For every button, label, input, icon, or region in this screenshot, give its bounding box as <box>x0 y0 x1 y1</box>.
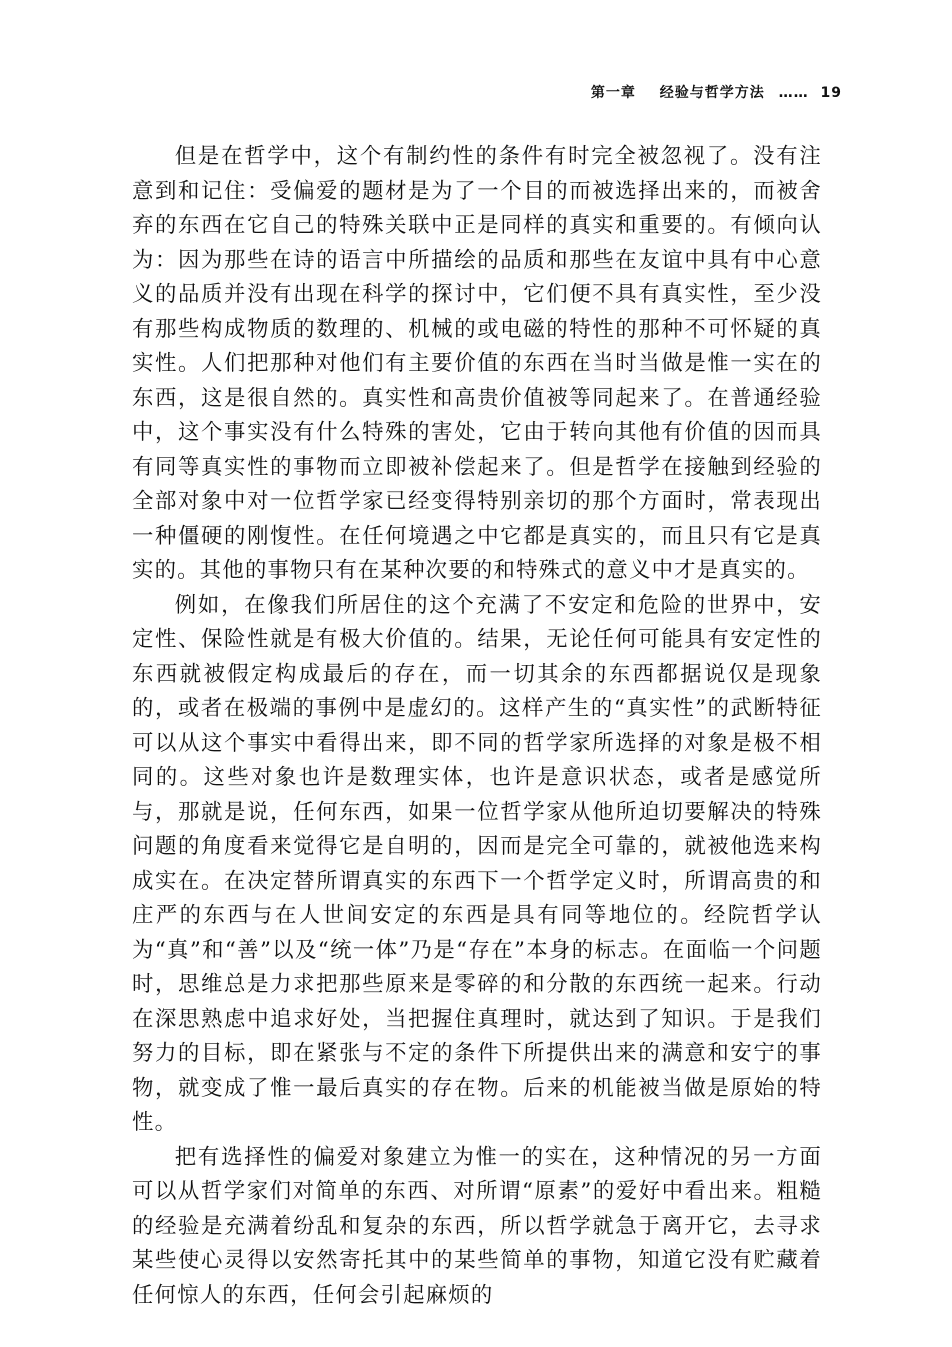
chapter-label: 第一章 <box>590 85 636 101</box>
paragraph: 例如，在像我们所居住的这个充满了不安定和危险的世界中，安定性、保险性就是有极大价值的。结果，无论任何可能具有安定性的东西就被假定构成最后的存在，而一切其余的东西都据说仅是现象的，或者在极端的事例中是虚幻的。这样产生的“真实性”的武断特征可以从这个事实中看得出来，即不同的哲学家所选择的对象是极不相同的。这些对象也许是数理实体，也许是意识状态，或者是感觉所与，那就是说，任何东西，如果一位哲学家从他所迫切要解决的特殊问题的角度看来觉得它是自明的，因而是完全可靠的，就被他选来构成实在。在决定替所谓真实的东西下一个哲学定义时，所谓高贵的和庄严的东西与在人世间安定的东西是具有同等地位的。经院哲学认为“真”和“善”以及“统一体”乃是“存在”本身的标志。在面临一个问题时，思维总是力求把那些原来是零碎的和分散的东西统一起来。行动在深思熟虑中追求好处，当把握住真理时，就达到了知识。于是我们努力的目标，即在紧张与不定的条件下所提供出来的满意和安宁的事物，就变成了惟一最后真实的存在物。后来的机能被当做是原始的特性。 <box>132 592 822 1135</box>
paragraph: 但是在哲学中，这个有制约性的条件有时完全被忽视了。没有注意到和记住：受偏爱的题材是为了一个目的而被选择出来的，而被舍弃的东西在它自己的特殊关联中正是同样的真实和重要的。有倾向认为：因为那些在诗的语言中所描绘的品质和那些在友谊中具有中心意义的品质并没有出现在科学的探讨中，它们便不具有真实性，至少没有那些构成物质的数理的、机械的或电磁的特性的那种不可怀疑的真实性。人们把那种对他们有主要价值的东西在当时当做是惟一实在的东西，这是很自然的。真实性和高贵价值被等同起来了。在普通经验中，这个事实没有什么特殊的害处，它由于转向其他有价值的因而具有同等真实性的事物而立即被补偿起来了。但是哲学在接触到经验的全部对象中对一位哲学家已经变得特别亲切的那个方面时，常表现出一种僵硬的刚愎性。在任何境遇之中它都是真实的，而且只有它是真实的。其他的事物只有在某种次要的和特殊式的意义中才是真实的。 <box>132 144 822 583</box>
paragraph: 把有选择性的偏爱对象建立为惟一的实在，这种情况的另一方面可以从哲学家们对简单的东西、对所谓“原素”的爱好中看出来。粗糙的经验是充满着纷乱和复杂的东西，所以哲学就急于离开它，去寻求某些使心灵得以安然寄托其中的某些简单的事物，知道它没有贮藏着任何惊人的东西，任何会引起麻烦的 <box>132 1144 822 1308</box>
running-header <box>591 82 842 102</box>
page-number: 19 <box>820 85 842 101</box>
dot-leader: …… <box>778 85 809 101</box>
body-text <box>132 140 822 1313</box>
chapter-title: 经验与哲学方法 <box>659 85 765 101</box>
